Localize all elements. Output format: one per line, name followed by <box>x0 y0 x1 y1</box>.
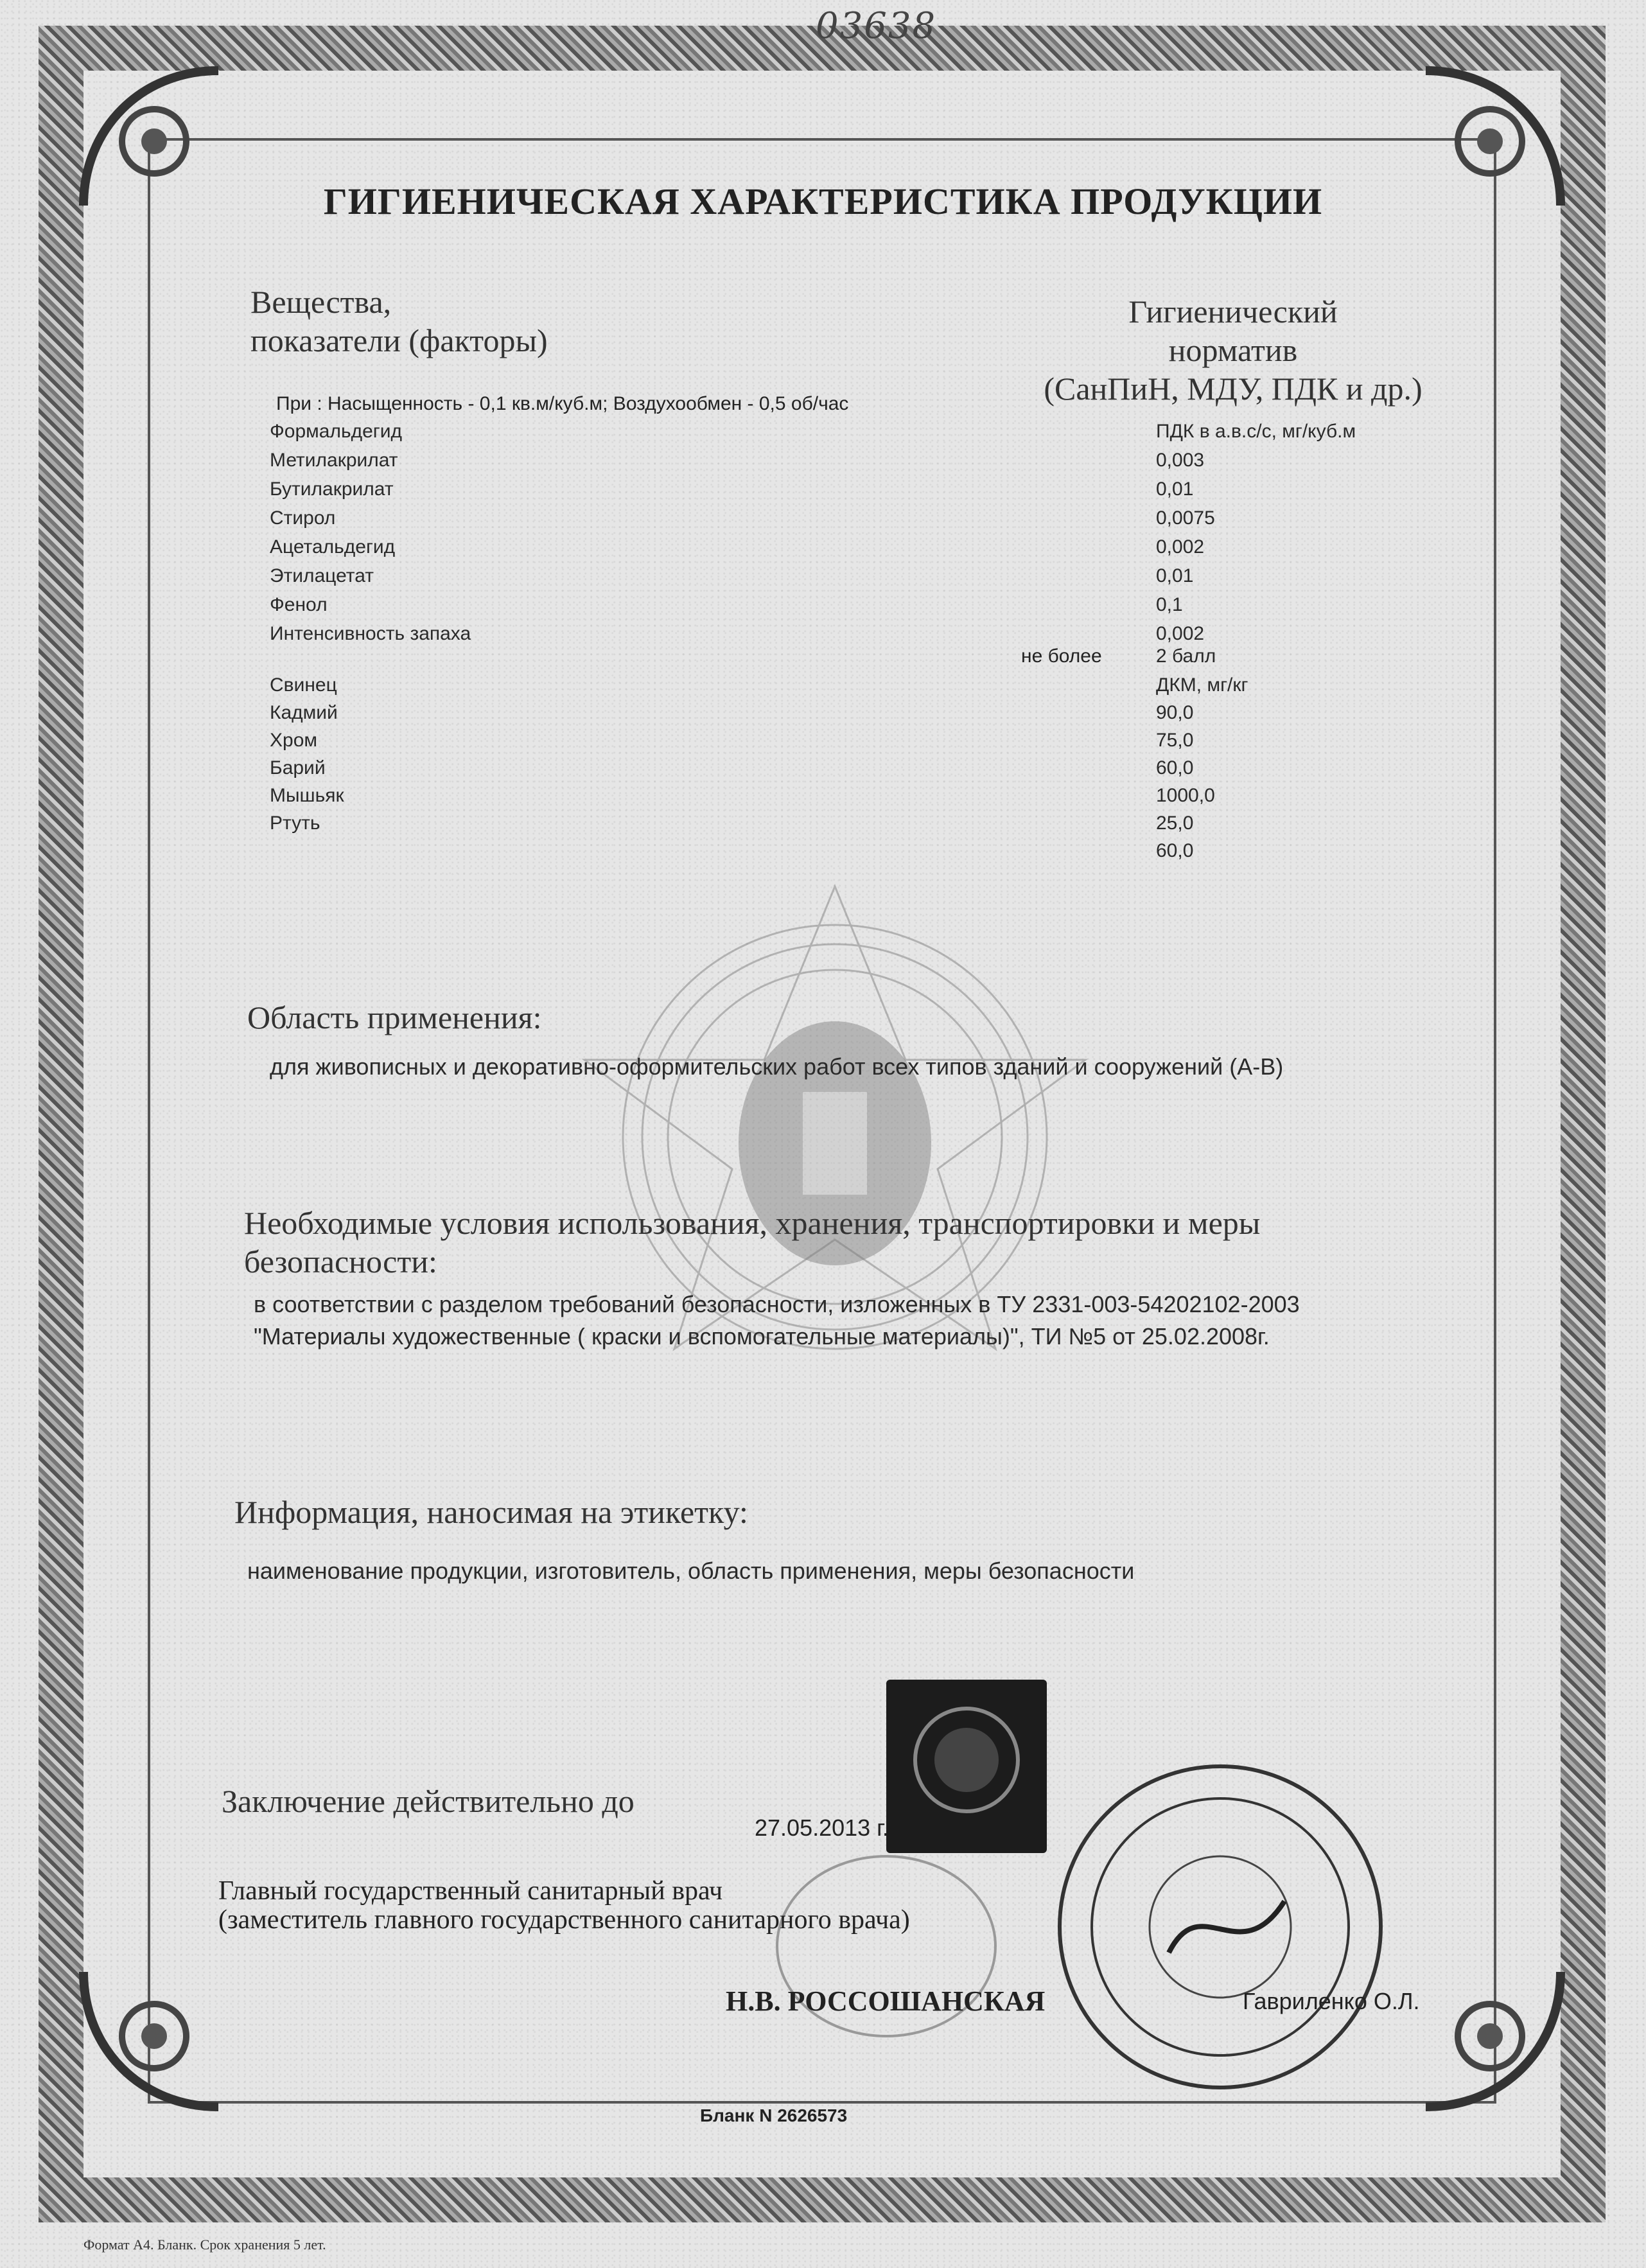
deputy-name: Гавриленко О.Л. <box>1243 1988 1420 2014</box>
application-text: для живописных и декоративно-оформительских работ всех типов зданий и сооружений (А-В) <box>270 1053 1284 1080</box>
signatory-name: Н.В. РОССОШАНСКАЯ <box>726 1985 1046 2017</box>
row-value: 0,002 <box>1156 623 1205 644</box>
metal-value: 60,0 <box>1156 840 1194 861</box>
metal-value: 1000,0 <box>1156 785 1215 806</box>
metal-value: 90,0 <box>1156 702 1194 723</box>
metal-label: Хром <box>270 730 318 751</box>
row-label: Этилацетат <box>270 565 374 586</box>
handwritten-number: 03638 <box>816 5 937 47</box>
header-right-line-3: (СанПиН, МДУ, ПДК и др.) <box>1044 371 1423 407</box>
row-value: 0,1 <box>1156 594 1183 615</box>
row-label: Фенол <box>270 594 328 615</box>
holographic-stamp <box>886 1680 1047 1853</box>
row-label: Метилакрилат <box>270 450 398 471</box>
corner-ornament-bottom-left <box>77 1965 225 2113</box>
official-round-seal <box>1053 1760 1387 2094</box>
header-left-line-2: показатели (факторы) <box>250 322 548 358</box>
footer-format-note: Формат А4. Бланк. Срок хранения 5 лет. <box>83 2237 326 2253</box>
conditions-heading-line-1: Необходимые условия использования, хранения, транспортировки и меры <box>244 1205 1261 1241</box>
conditions-heading-line-2: безопасности: <box>244 1244 437 1279</box>
row-label: Стирол <box>270 507 336 529</box>
conditions-text-line-1: в соответствии с разделом требований безопасности, изложенных в ТУ 2331-003-54202102-2003 <box>254 1291 1300 1317</box>
header-right-line-1: Гигиенический <box>1128 294 1338 330</box>
row-value: ПДК в а.в.с/с, мг/куб.м <box>1156 421 1356 442</box>
corner-ornament-bottom-right <box>1419 1965 1567 2113</box>
row-value: 0,002 <box>1156 536 1205 558</box>
signatory-title-line-1: Главный государственный санитарный врач <box>218 1876 723 1906</box>
row-value: 0,003 <box>1156 450 1205 471</box>
metal-label: Мышьяк <box>270 785 344 806</box>
header-left-line-1: Вещества, <box>250 284 392 320</box>
metal-label: Барий <box>270 757 326 778</box>
document-title: ГИГИЕНИЧЕСКАЯ ХАРАКТЕРИСТИКА ПРОДУКЦИИ <box>323 180 1323 222</box>
row-label: Ацетальдегид <box>270 536 396 558</box>
metal-value: ДКМ, мг/кг <box>1156 674 1248 696</box>
signatory-title-line-2: (заместитель главного государственного санитарного врача) <box>218 1905 910 1935</box>
header-right-line-2: норматив <box>1168 332 1298 368</box>
test-conditions: При : Насыщенность - 0,1 кв.м/куб.м; Воздухообмен - 0,5 об/час <box>276 393 849 414</box>
row-value: 0,0075 <box>1156 507 1215 529</box>
row-label: Бутилакрилат <box>270 479 394 500</box>
metal-value: 75,0 <box>1156 730 1194 751</box>
label-info-heading: Информация, наносимая на этикетку: <box>234 1494 748 1530</box>
conditions-text-line-2: "Материалы художественные ( краски и вспомогательные материалы)", ТИ №5 от 25.02.2008г. <box>254 1323 1270 1349</box>
metal-label: Кадмий <box>270 702 338 723</box>
metal-label: Ртуть <box>270 813 320 834</box>
row-value: 0,01 <box>1156 479 1194 500</box>
header-norm <box>989 292 1477 408</box>
metal-value: 25,0 <box>1156 813 1194 834</box>
row-label: Формальдегид <box>270 421 403 442</box>
odor-value: 2 балл <box>1156 646 1216 667</box>
header-substances <box>250 283 548 360</box>
row-label: Интенсивность запаха <box>270 623 471 644</box>
validity-label: Заключение действительно до <box>222 1783 635 1819</box>
label-info-text: наименование продукции, изготовитель, область применения, меры безопасности <box>247 1558 1135 1584</box>
row-value: 0,01 <box>1156 565 1194 586</box>
metal-value: 60,0 <box>1156 757 1194 778</box>
validity-date: 27.05.2013 г. <box>755 1815 889 1841</box>
application-heading: Область применения: <box>247 999 542 1035</box>
blank-number: Бланк N 2626573 <box>700 2105 848 2125</box>
odor-note: не более <box>1021 646 1102 667</box>
metal-label: Свинец <box>270 674 337 696</box>
emblem-icon <box>886 1680 1047 1853</box>
